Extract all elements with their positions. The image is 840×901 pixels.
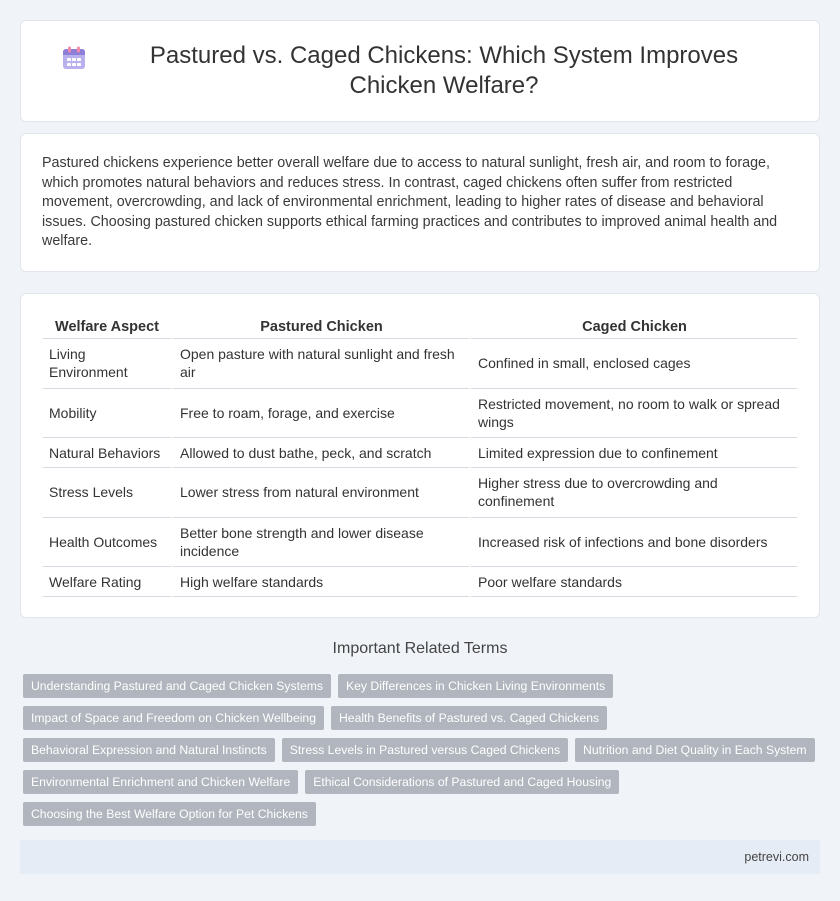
title-card xyxy=(20,20,820,122)
row-caged: Increased risk of infections and bone disorders xyxy=(469,518,797,568)
table-row xyxy=(43,339,797,389)
row-caged: Poor welfare standards xyxy=(469,567,797,597)
related-term-tag[interactable]: Choosing the Best Welfare Option for Pet Chickens xyxy=(23,802,316,826)
row-pastured: Free to roam, forage, and exercise xyxy=(171,389,469,439)
table-row xyxy=(43,389,797,439)
row-pastured: Open pasture with natural sunlight and fresh air xyxy=(171,339,469,389)
related-term-tag[interactable]: Health Benefits of Pastured vs. Caged Chickens xyxy=(331,706,607,730)
title-wrap xyxy=(61,41,779,101)
related-term-tag[interactable]: Behavioral Expression and Natural Instincts xyxy=(23,738,275,762)
related-terms-title: Important Related Terms xyxy=(332,640,508,657)
table-header-row xyxy=(43,314,797,339)
row-aspect: Living Environment xyxy=(43,339,171,389)
related-term-tag[interactable]: Environmental Enrichment and Chicken Welfare xyxy=(23,770,298,794)
row-caged: Limited expression due to confinement xyxy=(469,438,797,468)
intro-paragraph: Pastured chickens experience better overall welfare due to access to natural sunlight, fresh air, and room to forage, which promotes natural behaviors and reduces stress. In contrast, caged chickens often suffer from restricted movement, overcrowding, and lack of environmental enrichment, leading to higher rates of disease and behavioral issues. Choosing pastured chicken supports ethical farming practices and contributes to improved animal health and welfare. xyxy=(42,155,778,249)
row-aspect: Natural Behaviors xyxy=(43,438,171,468)
page-title: Pastured vs. Caged Chickens: Which System Improves Chicken Welfare? xyxy=(149,42,739,99)
row-pastured: High welfare standards xyxy=(171,567,469,597)
intro-card xyxy=(20,133,820,272)
row-aspect: Mobility xyxy=(43,389,171,439)
row-pastured: Allowed to dust bathe, peck, and scratch xyxy=(171,438,469,468)
table-row xyxy=(43,468,797,518)
table-row xyxy=(43,438,797,468)
table-row xyxy=(43,518,797,568)
footer-site-link[interactable]: petrevi.com xyxy=(744,850,809,864)
related-term-tag[interactable]: Nutrition and Diet Quality in Each System xyxy=(575,738,815,762)
row-caged: Higher stress due to overcrowding and confinement xyxy=(469,468,797,518)
related-term-tag[interactable]: Key Differences in Chicken Living Environments xyxy=(338,674,613,698)
header-welfare-aspect: Welfare Aspect xyxy=(43,314,171,339)
related-terms-list xyxy=(23,674,817,826)
related-term-tag[interactable]: Impact of Space and Freedom on Chicken Wellbeing xyxy=(23,706,324,730)
row-caged: Restricted movement, no room to walk or spread wings xyxy=(469,389,797,439)
row-caged: Confined in small, enclosed cages xyxy=(469,339,797,389)
row-aspect: Health Outcomes xyxy=(43,518,171,568)
header-pastured-chicken: Pastured Chicken xyxy=(171,314,469,339)
row-pastured: Better bone strength and lower disease incidence xyxy=(171,518,469,568)
calendar-icon xyxy=(61,45,87,71)
table-row xyxy=(43,567,797,597)
header-caged-chicken: Caged Chicken xyxy=(469,314,797,339)
related-term-tag[interactable]: Stress Levels in Pastured versus Caged Chickens xyxy=(282,738,568,762)
row-pastured: Lower stress from natural environment xyxy=(171,468,469,518)
footer xyxy=(20,840,820,874)
row-aspect: Welfare Rating xyxy=(43,567,171,597)
comparison-table-card xyxy=(20,293,820,618)
related-term-tag[interactable]: Understanding Pastured and Caged Chicken Systems xyxy=(23,674,331,698)
related-term-tag[interactable]: Ethical Considerations of Pastured and Caged Housing xyxy=(305,770,619,794)
comparison-table xyxy=(43,314,797,597)
row-aspect: Stress Levels xyxy=(43,468,171,518)
